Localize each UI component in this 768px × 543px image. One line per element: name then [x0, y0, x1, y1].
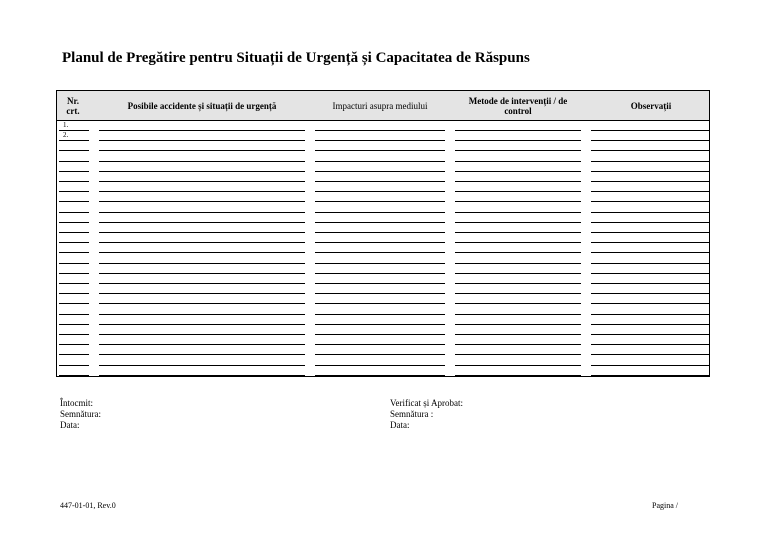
- table-row: [57, 172, 709, 182]
- table-row: [57, 284, 709, 294]
- header-observations: Observații: [630, 100, 672, 111]
- table-row: [57, 366, 709, 376]
- table-row: [57, 152, 709, 162]
- table-row: [57, 243, 709, 253]
- table-row: [57, 192, 709, 202]
- page-number: Pagina /: [652, 501, 678, 510]
- table-row: [57, 264, 709, 274]
- table-row: [57, 254, 709, 264]
- document-code: 447-01-01, Rev.0: [60, 501, 116, 510]
- table-row: [57, 131, 709, 141]
- verified-label: Verificat și Aprobat:: [390, 398, 463, 408]
- table-row: [57, 162, 709, 172]
- table-row: [57, 121, 709, 131]
- header-possible-accidents: Posibile accidente și situații de urgență: [127, 100, 277, 111]
- table-row: [57, 182, 709, 192]
- table-cell-line: [455, 375, 581, 376]
- prepared-label: Întocmit:: [60, 398, 93, 408]
- table-row: [57, 315, 709, 325]
- emergency-plan-table: [56, 90, 710, 377]
- signature-label-left: Semnătura:: [60, 409, 101, 419]
- table-row: [57, 274, 709, 284]
- signature-label-right: Semnătura :: [390, 409, 434, 419]
- table-row: [57, 141, 709, 151]
- row-number: 2.: [63, 131, 69, 140]
- header-intervention-methods: Metode de intervenții / de control: [468, 95, 568, 116]
- table-row: [57, 294, 709, 304]
- date-label-right: Data:: [390, 420, 410, 430]
- table-row: [57, 345, 709, 355]
- document-title: Planul de Pregătire pentru Situații de Urgență și Capacitatea de Răspuns: [62, 50, 530, 66]
- row-number: 1.: [63, 121, 69, 129]
- table-cell-line: [59, 375, 89, 376]
- table-cell-line: [99, 375, 305, 376]
- table-body: [57, 121, 709, 377]
- table-row: [57, 305, 709, 315]
- prepared-by-block: [60, 398, 101, 431]
- table-row: [57, 223, 709, 233]
- table-cell-line: [315, 375, 445, 376]
- table-row: [57, 356, 709, 366]
- header-environmental-impacts: Impacturi asupra mediului: [332, 100, 428, 111]
- table-header-row: [57, 91, 709, 121]
- table-row: [57, 325, 709, 335]
- table-row: [57, 233, 709, 243]
- verified-by-block: [390, 398, 463, 431]
- date-label-left: Data:: [60, 420, 80, 430]
- table-row: [57, 203, 709, 213]
- table-cell-line: [591, 375, 709, 376]
- table-row: [57, 213, 709, 223]
- header-nr-crt: Nr. crt.: [66, 95, 80, 116]
- table-row: [57, 335, 709, 345]
